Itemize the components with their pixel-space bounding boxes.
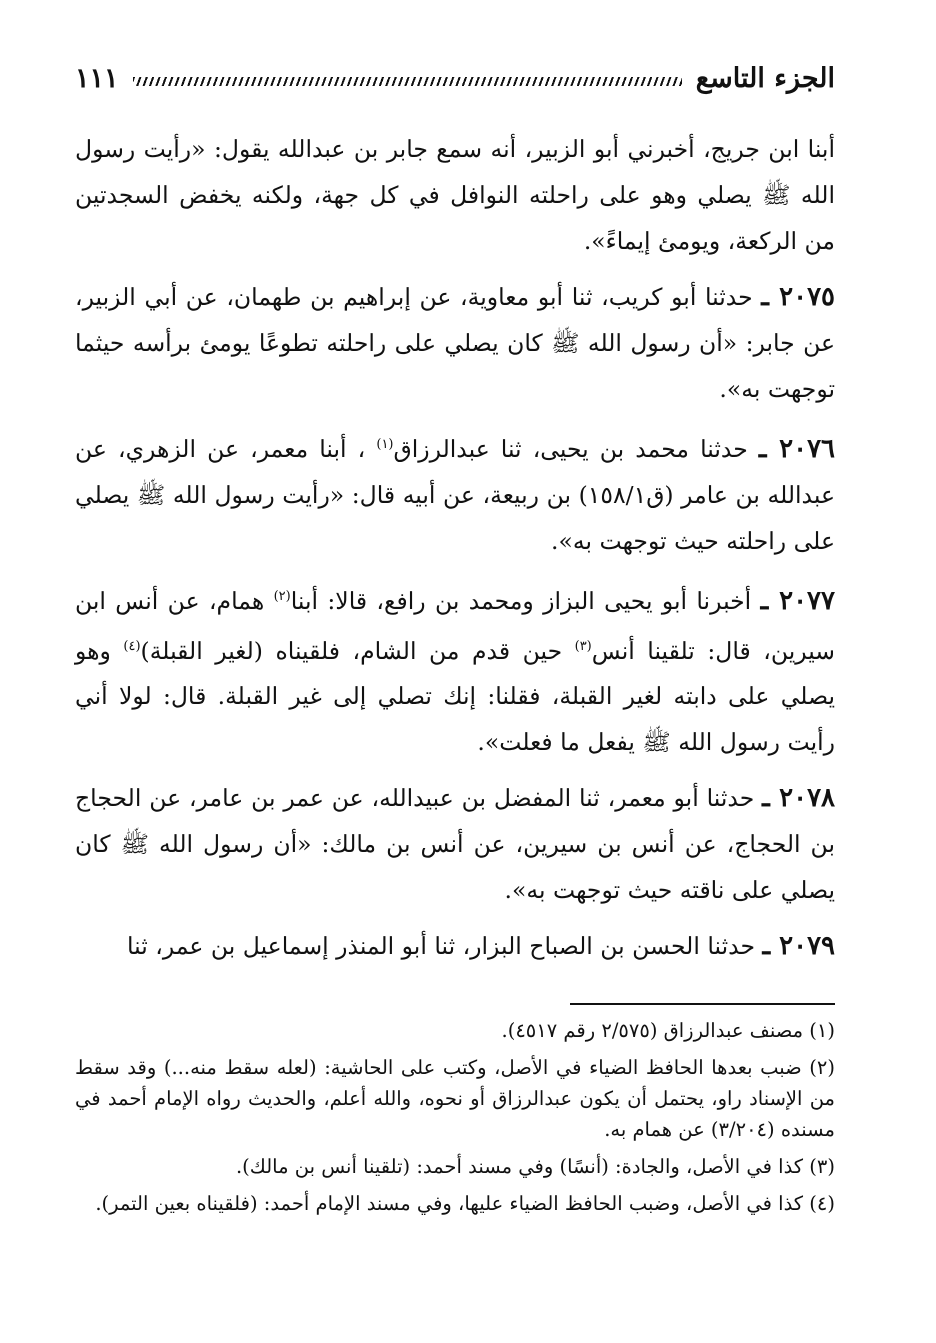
- paragraph-text: أخبرنا أبو يحيى البزاز ومحمد بن رافع، قالا: أبنا: [290, 586, 752, 615]
- footnotes: [75, 1003, 835, 1225]
- footnote-3: (٣) كذا في الأصل، والجادة: (أنسًا) وفي مسند أحمد: (تلقينا أنس بن مالك).: [235, 1155, 835, 1178]
- running-title: الجزء التاسع: [695, 62, 835, 94]
- footnote-ref[interactable]: (٣): [574, 638, 592, 654]
- page-number: ١١١: [75, 62, 119, 94]
- hadith-2075: [75, 274, 835, 412]
- footnote-4: (٤) كذا في الأصل، وضبب الحافظ الضياء عليها، وفي مسند الإمام أحمد: (فلقيناه بعين التمر).: [95, 1192, 835, 1215]
- hadith-2079: [75, 923, 835, 969]
- paragraph-text: حدثنا الحسن بن الصباح البزار، ثنا أبو المنذر إسماعيل بن عمر، ثنا: [127, 932, 755, 961]
- header-rule: [133, 77, 682, 86]
- hadith-2076: [75, 422, 835, 564]
- paragraph-text: حين قدم من الشام، فلقيناه (لغير القبلة): [140, 636, 575, 665]
- paragraph-text: ، أبنا معمر، عن الزهري، عن عبدالله بن عامر (ق١٥٨/١) بن ربيعة، عن أبيه قال: «رأيت رسول الله ﷺ يصلي على راحلته حيث توجهت به».: [75, 434, 835, 555]
- paragraph-text: حدثنا أبو كريب، ثنا أبو معاوية، عن إبراهيم بن طهمان، عن أبي الزبير، عن جابر: «أن رسول الله ﷺ كان يصلي على راحلته تطوعًا يومئ برأسه حيثما توجهت به».: [75, 283, 835, 403]
- hadith-number: ٢٠٧٩ ـ: [762, 931, 835, 962]
- paragraph-continuation: [75, 126, 835, 264]
- footnote-ref[interactable]: (٢): [273, 588, 291, 604]
- footnote-ref[interactable]: (٤): [123, 638, 141, 654]
- footnote-2: (٢) ضبب بعدها الحافظ الضياء في الأصل، وكتب على الحاشية: (لعله سقط منه...) وقد سقط من الإسناد راو، يحتمل أن يكون عبدالرزاق أو نحوه، والله أعلم، والحديث رواه الإمام أحمد في مسنده (٣/٢٠٤) عن همام به.: [75, 1056, 835, 1141]
- paragraph-text: أبنا ابن جريج، أخبرني أبو الزبير، أنه سمع جابر بن عبدالله يقول: «رأيت رسول الله ﷺ يصلي وهو على راحلته النوافل في كل جهة، ولكنه يخفض السجدتين من الركعة، ويومئ إيماءً».: [75, 135, 835, 255]
- hadith-number: ٢٠٧٦ ـ: [758, 433, 835, 464]
- paragraph-text: حدثنا أبو معمر، ثنا المفضل بن عبيدالله، عن عمر بن عامر، عن الحجاج بن الحجاج، عن أنس بن سيرين، عن أنس بن مالك: «أن رسول الله ﷺ كان يصلي على ناقته حيث توجهت به».: [75, 784, 835, 905]
- paragraph-text: همام، عن أنس ابن سيرين، قال: تلقينا أنس: [75, 586, 835, 665]
- hadith-2077: [75, 574, 835, 766]
- page-header: [75, 58, 835, 98]
- footnote-ref[interactable]: (١): [376, 437, 394, 452]
- hadith-2078: [75, 775, 835, 913]
- body-text: [75, 126, 835, 979]
- hadith-number: ٢٠٧٥ ـ: [761, 282, 835, 312]
- footnote-1: (١) مصنف عبدالرزاق (٢/٥٧٥ رقم ٤٥١٧).: [501, 1019, 835, 1042]
- paragraph-text: حدثنا محمد بن يحيى، ثنا عبدالرزاق: [393, 434, 748, 463]
- hadith-number: ٢٠٧٧ ـ: [760, 585, 835, 616]
- footnote-separator: [570, 1003, 835, 1005]
- paragraph-text: وهو يصلي على دابته لغير القبلة، فقلنا: إنك تصلي إلى غير القبلة. قال: لولا أني رأيت رسول الله ﷺ يفعل ما فعلت».: [75, 636, 835, 757]
- hadith-number: ٢٠٧٨ ـ: [762, 783, 835, 814]
